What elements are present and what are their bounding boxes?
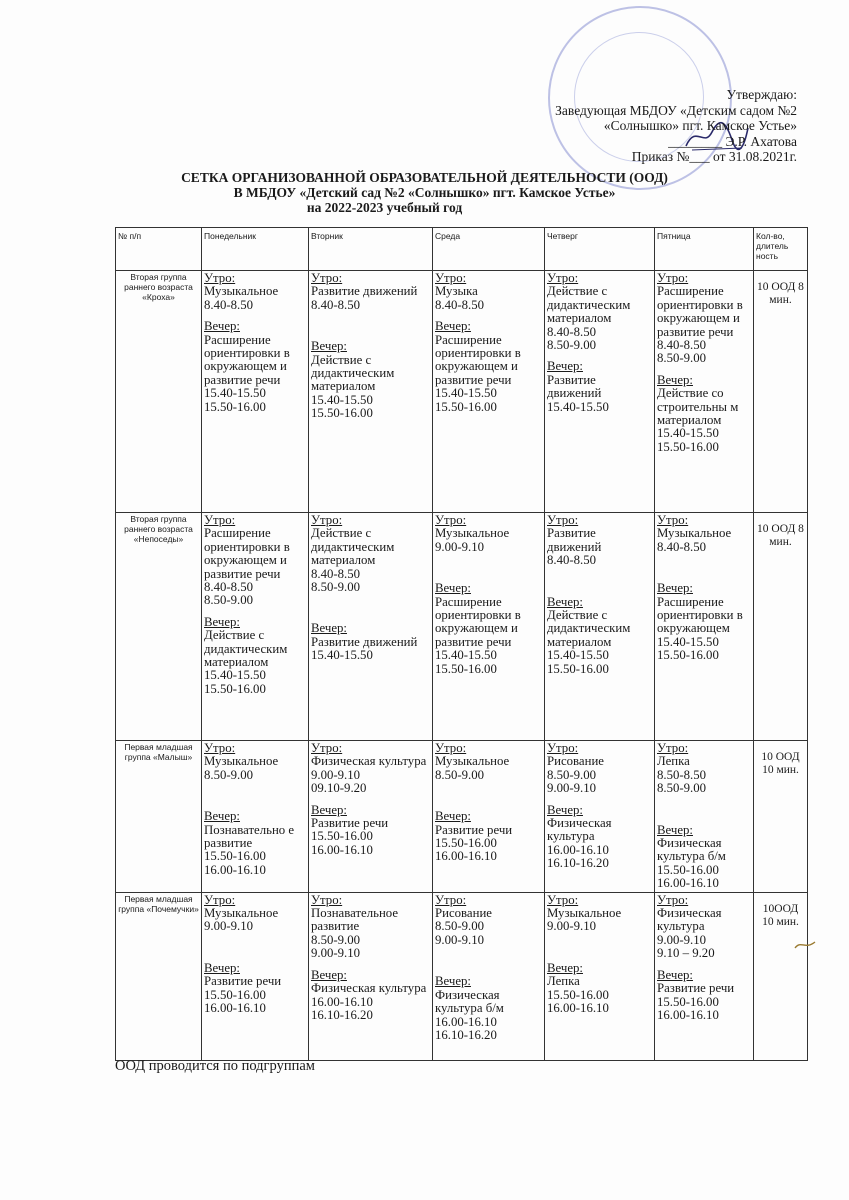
morning-activity-line: Музыкальное	[204, 284, 279, 299]
evening-activity-line: 16.00-16.10	[657, 1007, 719, 1022]
morning-activity-line: Действие с дидактическим материалом	[547, 284, 631, 326]
schedule-cell	[309, 741, 433, 893]
schedule-table	[115, 227, 808, 1061]
title-line-1: СЕТКА ОРГАНИЗОВАННОЙ ОБРАЗОВАТЕЛЬНОЙ ДЕЯТЕЛЬНОСТИ (ООД)	[181, 170, 668, 185]
evening-activity-line: 16.00-16.10	[204, 862, 266, 877]
evening-label: Вечер:	[435, 809, 471, 824]
group-name-cell: Вторая группа раннего возраста «Кроха»	[116, 271, 202, 513]
evening-label: Вечер:	[204, 319, 240, 334]
morning-label: Утро:	[435, 271, 467, 285]
morning-activity-line: 9.00-9.10	[547, 919, 597, 934]
morning-activity-line: 8.50-9.00	[311, 580, 361, 595]
morning-activity-line: Рисование	[435, 906, 492, 921]
schedule-cell	[545, 741, 655, 893]
morning-activity-line: Рисование	[547, 754, 604, 769]
spacer	[657, 554, 751, 582]
morning-label: Утро:	[435, 892, 467, 907]
morning-activity-line: 8.50-9.00	[547, 338, 597, 353]
morning-activity-line: 8.50-8.50	[657, 767, 707, 782]
evening-activity-line: 16.00-16.10	[311, 994, 373, 1009]
schedule-cell	[202, 513, 309, 741]
pen-mark	[793, 938, 817, 952]
count-duration-cell: 10ООД 10 мин.	[754, 892, 808, 1060]
morning-label: Утро:	[657, 513, 689, 527]
morning-activity-line: 8.40-8.50	[204, 297, 254, 312]
spacer	[547, 568, 652, 596]
evening-label: Вечер:	[435, 974, 471, 989]
morning-activity-line: Музыкальное	[435, 754, 510, 769]
morning-activity-line: Музыкальное	[657, 526, 732, 541]
evening-activity-line: Развитие движений	[547, 372, 602, 401]
header-cell: Вторник	[309, 228, 433, 271]
morning-activity-line: 8.40-8.50	[657, 338, 707, 353]
evening-activity-line: Познавательно е развитие	[204, 822, 295, 851]
morning-activity-line: Расширение ориентировки в окружающем и развитие речи	[204, 526, 290, 581]
evening-activity-line: 15.50-16.00	[547, 987, 609, 1002]
morning-activity-line: 9.00-9.10	[657, 932, 707, 947]
approval-line-2: Заведующая МБДОУ «Детским садом №2	[555, 102, 797, 118]
evening-label: Вечер:	[547, 960, 583, 975]
header-cell: Понедельник	[202, 228, 309, 271]
evening-activity-line: Физическая культура	[547, 816, 612, 844]
approval-signer: Э.Р. Ахатова	[725, 133, 797, 149]
schedule-cell	[545, 513, 655, 741]
evening-label: Вечер:	[311, 621, 347, 636]
evening-activity-line: 15.50-16.00	[204, 681, 266, 696]
schedule-cell	[655, 271, 754, 513]
morning-activity-line: Физическая культура	[311, 754, 427, 769]
morning-activity-line: 8.40-8.50	[547, 324, 597, 339]
evening-activity-line: Действие с дидактическим материалом	[311, 352, 395, 394]
group-name-cell: Первая младшая группа «Почемучки»	[116, 892, 202, 1060]
morning-activity-line: 8.40-8.50	[547, 553, 597, 568]
approval-line-5	[555, 149, 797, 165]
evening-activity-line: Расширение ориентировки в окружающем и развитие речи	[435, 332, 521, 387]
evening-activity-line: 16.00-16.10	[547, 1001, 609, 1016]
document-title	[0, 170, 849, 215]
evening-activity-line: 15.40-15.50	[547, 399, 609, 414]
approval-signature-line: ________	[668, 133, 726, 149]
morning-activity-line: 8.50-9.00	[204, 593, 254, 608]
morning-activity-line: Познавательное развитие	[311, 906, 399, 934]
spacer	[311, 594, 430, 622]
morning-activity-line: Лепка	[657, 754, 690, 769]
morning-activity-line: 9.00-9.10	[311, 767, 361, 782]
evening-activity-line: Физическая культура	[311, 981, 427, 996]
morning-activity-line: Действие с дидактическим материалом	[311, 526, 395, 568]
evening-activity-line: 15.50-16.00	[204, 987, 266, 1002]
morning-activity-line: 09.10-9.20	[311, 781, 367, 796]
evening-label: Вечер:	[435, 581, 471, 596]
evening-activity-line: 16.10-16.20	[311, 1007, 373, 1022]
schedule-cell	[655, 513, 754, 741]
morning-activity-line: 8.40-8.50	[311, 297, 361, 312]
spacer	[435, 554, 542, 582]
header-cell: Пятница	[655, 228, 754, 271]
evening-activity-line: 15.50-16.00	[311, 829, 373, 844]
evening-activity-line: Действие со строительны м материалом	[657, 386, 739, 428]
footnote: ООД проводится по подгруппам	[115, 1058, 315, 1074]
header-cell: Четверг	[545, 228, 655, 271]
schedule-cell	[433, 892, 545, 1060]
morning-activity-line: 8.50-9.00	[547, 767, 597, 782]
morning-label: Утро:	[204, 271, 236, 285]
morning-activity-line: Музыкальное	[204, 754, 279, 769]
approval-line-3: «Солнышко» пгт. Камское Устье»	[603, 118, 797, 133]
evening-activity-line: 15.40-15.50	[204, 668, 266, 683]
evening-activity-line: 15.40-15.50	[435, 386, 497, 401]
evening-label: Вечер:	[204, 614, 240, 629]
morning-activity-line: 8.50-9.00	[435, 919, 485, 934]
schedule-cell	[655, 892, 754, 1060]
table-row	[116, 271, 808, 513]
evening-activity-line: Действие с дидактическим материалом	[204, 628, 288, 670]
schedule-cell	[433, 513, 545, 741]
title-line-2: В МБДОУ «Детский сад №2 «Солнышко» пгт. Камское Устье»	[233, 185, 616, 200]
header-cell: Кол-во, длитель ность	[754, 228, 808, 271]
evening-activity-line: Развитие речи	[435, 822, 513, 837]
evening-activity-line: Развитие речи	[311, 816, 389, 831]
order-number-label: Приказ №	[631, 149, 690, 164]
morning-activity-line: 8.50-9.00	[657, 781, 707, 796]
schedule-cell	[202, 892, 309, 1060]
evening-activity-line: 16.10-16.20	[435, 1027, 497, 1042]
morning-label: Утро:	[657, 741, 689, 755]
schedule-cell	[655, 741, 754, 893]
morning-label: Утро:	[547, 271, 579, 285]
evening-activity-line: Расширение ориентировки в окружающем и развитие речи	[435, 594, 521, 649]
approval-block	[555, 87, 797, 165]
spacer	[204, 934, 306, 962]
evening-label: Вечер:	[547, 802, 583, 817]
evening-activity-line: 15.50-16.00	[435, 836, 497, 851]
morning-label: Утро:	[547, 741, 579, 755]
evening-label: Вечер:	[435, 319, 471, 334]
morning-activity-line: 8.40-8.50	[435, 297, 485, 312]
morning-activity-line: 9.00-9.10	[435, 539, 485, 554]
count-duration-cell: 10 ООД 8 мин.	[754, 271, 808, 513]
spacer	[435, 782, 542, 810]
morning-activity-line: 9.00-9.10	[311, 946, 361, 961]
title-line-3: на 2022-2023 учебный год	[306, 200, 463, 215]
evening-label: Вечер:	[204, 960, 240, 975]
morning-label: Утро:	[204, 513, 236, 527]
morning-activity-line: Музыка	[435, 284, 478, 299]
morning-activity-line: Физическая культура	[657, 906, 722, 934]
table-header-row	[116, 228, 808, 271]
evening-activity-line: 15.40-15.50	[204, 386, 266, 401]
morning-label: Утро:	[547, 892, 579, 907]
spacer	[435, 947, 542, 975]
approval-line-1: Утверждаю:	[726, 87, 797, 102]
evening-label: Вечер:	[311, 339, 347, 354]
morning-activity-line: Музыкальное	[435, 526, 510, 541]
morning-activity-line: Развитие движений	[547, 526, 602, 554]
evening-activity-line: 15.40-15.50	[311, 648, 373, 663]
morning-activity-line: 9.00-9.10	[547, 781, 597, 796]
morning-activity-line: 9.10 – 9.20	[657, 946, 715, 961]
evening-activity-line: 16.00-16.10	[547, 842, 609, 857]
morning-activity-line: 9.00-9.10	[435, 932, 485, 947]
morning-activity-line: 8.50-9.00	[311, 932, 361, 947]
schedule-cell	[433, 271, 545, 513]
morning-activity-line: Музыкальное	[547, 906, 622, 921]
evening-activity-line: Развитие движений	[311, 634, 418, 649]
schedule-cell	[309, 271, 433, 513]
morning-activity-line: Музыкальное	[204, 906, 279, 921]
schedule-cell	[309, 513, 433, 741]
morning-label: Утро:	[311, 513, 343, 527]
spacer	[311, 312, 430, 340]
morning-activity-line: 8.40-8.50	[311, 566, 361, 581]
evening-activity-line: 15.50-16.00	[435, 399, 497, 414]
morning-label: Утро:	[311, 741, 343, 755]
schedule-cell	[433, 741, 545, 893]
evening-activity-line: Расширение ориентировки в окружающем и развитие речи	[204, 332, 290, 387]
evening-activity-line: 16.00-16.10	[435, 1014, 497, 1029]
spacer	[657, 796, 751, 824]
evening-activity-line: 16.00-16.10	[657, 876, 719, 891]
morning-label: Утро:	[311, 892, 343, 907]
morning-label: Утро:	[311, 271, 343, 285]
evening-activity-line: 15.50-16.00	[311, 406, 373, 421]
group-name-cell: Первая младшая группа «Малыш»	[116, 741, 202, 893]
morning-activity-line: 8.50-9.00	[657, 351, 707, 366]
evening-label: Вечер:	[657, 581, 693, 596]
evening-activity-line: 15.50-16.00	[204, 399, 266, 414]
morning-label: Утро:	[547, 513, 579, 527]
evening-activity-line: Расширение ориентировки в окружающем	[657, 594, 743, 636]
evening-label: Вечер:	[311, 967, 347, 982]
morning-label: Утро:	[435, 513, 467, 527]
evening-activity-line: 15.40-15.50	[435, 648, 497, 663]
evening-activity-line: 16.00-16.10	[204, 1001, 266, 1016]
evening-activity-line: 15.40-15.50	[657, 634, 719, 649]
evening-label: Вечер:	[657, 372, 693, 387]
schedule-cell	[202, 271, 309, 513]
spacer	[547, 934, 652, 962]
evening-activity-line: 15.50-16.00	[657, 862, 719, 877]
evening-activity-line: 15.50-16.00	[657, 994, 719, 1009]
morning-label: Утро:	[204, 741, 236, 755]
schedule-cell	[309, 892, 433, 1060]
morning-activity-line: 9.00-9.10	[204, 919, 254, 934]
table-row	[116, 892, 808, 1060]
evening-activity-line: Физическая культура б/м	[435, 987, 504, 1016]
morning-label: Утро:	[204, 892, 236, 907]
evening-activity-line: 15.50-16.00	[657, 439, 719, 454]
evening-activity-line: Физическая культура б/м	[657, 836, 726, 864]
count-duration-cell: 10 ООД 10 мин.	[754, 741, 808, 893]
evening-label: Вечер:	[547, 594, 583, 609]
morning-label: Утро:	[657, 892, 689, 907]
approval-line-4	[555, 134, 797, 150]
evening-activity-line: 16.00-16.10	[435, 849, 497, 864]
morning-label: Утро:	[657, 271, 689, 285]
header-cell: № п/п	[116, 228, 202, 271]
morning-activity-line: Расширение ориентировки в окружающем и развитие речи	[657, 284, 743, 339]
schedule-cell	[545, 892, 655, 1060]
evening-activity-line: Действие с дидактическим материалом	[547, 608, 631, 649]
evening-activity-line: 15.50-16.00	[547, 661, 609, 676]
order-date: от 31.08.2021г.	[713, 149, 797, 164]
evening-label: Вечер:	[657, 822, 693, 837]
evening-activity-line: 16.10-16.20	[547, 856, 609, 871]
schedule-cell	[545, 271, 655, 513]
evening-activity-line: 15.50-16.00	[435, 661, 497, 676]
evening-label: Вечер:	[657, 967, 693, 982]
evening-activity-line: 15.40-15.50	[547, 648, 609, 663]
morning-activity-line: Развитие движений	[311, 284, 418, 299]
schedule-cell	[202, 741, 309, 893]
morning-activity-line: 8.50-9.00	[435, 767, 485, 782]
evening-activity-line: 15.50-16.00	[204, 849, 266, 864]
evening-activity-line: 15.40-15.50	[311, 392, 373, 407]
count-duration-cell: 10 ООД 8 мин.	[754, 513, 808, 741]
evening-label: Вечер:	[204, 809, 240, 824]
order-number-blank: ___	[689, 149, 713, 164]
table-row	[116, 741, 808, 893]
evening-activity-line: Развитие речи	[657, 981, 735, 996]
spacer	[204, 782, 306, 810]
morning-activity-line: 8.40-8.50	[204, 580, 254, 595]
evening-activity-line: Лепка	[547, 974, 580, 989]
evening-activity-line: 15.50-16.00	[657, 648, 719, 663]
evening-activity-line: Развитие речи	[204, 974, 282, 989]
morning-activity-line: 8.50-9.00	[204, 767, 254, 782]
table-row	[116, 513, 808, 741]
evening-activity-line: 16.00-16.10	[311, 842, 373, 857]
evening-label: Вечер:	[311, 802, 347, 817]
evening-activity-line: 15.40-15.50	[657, 426, 719, 441]
morning-activity-line: 8.40-8.50	[657, 539, 707, 554]
group-name-cell: Вторая группа раннего возраста «Непоседы»	[116, 513, 202, 741]
header-cell: Среда	[433, 228, 545, 271]
morning-label: Утро:	[435, 741, 467, 755]
evening-label: Вечер:	[547, 359, 583, 374]
